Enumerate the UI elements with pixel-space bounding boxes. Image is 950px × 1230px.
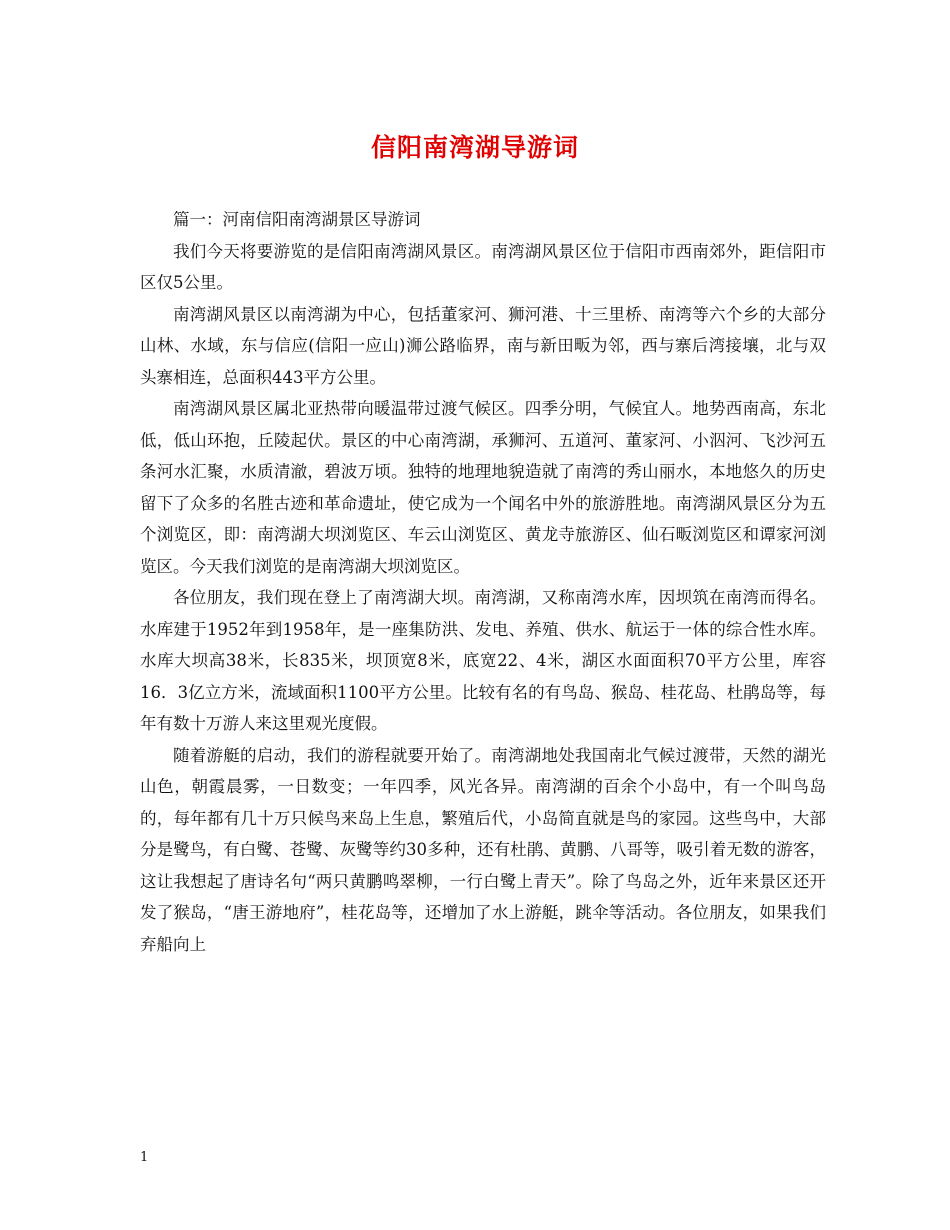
paragraph-intro: 我们今天将要游览的是信阳南湾湖风景区。南湾湖风景区位于信阳市西南郊外，距信阳市区仅5公里。 (140, 241, 826, 292)
section-label: 篇一：河南信阳南湾湖景区导游词 (173, 210, 421, 229)
document-title: 信阳南湾湖导游词 (370, 133, 579, 162)
document-body (140, 204, 826, 960)
paragraph-area: 南湾湖风景区以南湾湖为中心，包括董家河、狮河港、十三里桥、南湾等六个乡的大部分山林、水域，东与信应(信阳一应山)浉公路临界，南与新田畈为邻，西与寨后湾接壤，北与双头寨相连，总面积443平方公里。 (140, 304, 826, 387)
paragraph-islands: 随着游艇的启动，我们的游程就要开始了。南湾湖地处我国南北气候过渡带，天然的湖光山色，朝霞晨雾，一日数变；一年四季，风光各异。南湾湖的百余个小岛中，有一个叫鸟岛的，每年都有几十万只候鸟来岛上生息，繁殖后代，小岛简直就是鸟的家园。这些鸟中，大部分是鹭鸟，有白鹭、苍鹭、灰鹭等约30多种，还有杜鹃、黄鹏、八哥等，吸引着无数的游客，这让我想起了唐诗名句“两只黄鹏鸣翠柳，一行白鹭上青天”。除了鸟岛之外，近年来景区还开发了猴岛，“唐王游地府”，桂花岛等，还增加了水上游艇，跳伞等活动。各位朋友，如果我们弃船向上 (140, 745, 826, 954)
paragraph-dam: 各位朋友，我们现在登上了南湾湖大坝。南湾湖，又称南湾水库，因坝筑在南湾而得名。水库建于1952年到1958年，是一座集防洪、发电、养殖、供水、航运于一体的综合性水库。水库大坝高38米，长835米，坝顶宽8米，底宽22、4米，湖区水面面积70平方公里，库容16．3亿立方米，流域面积1100平方公里。比较有名的有鸟岛、猴岛、桂花岛、杜鹃岛等，每年有数十万游人来这里观光度假。 (140, 588, 826, 733)
page-number: 1 (140, 1150, 149, 1165)
paragraph-climate: 南湾湖风景区属北亚热带向暖温带过渡气候区。四季分明，气候宜人。地势西南高，东北低，低山环抱，丘陵起伏。景区的中心南湾湖，承狮河、五道河、董家河、小泅河、飞沙河五条河水汇聚，水质清澈，碧波万顷。独特的地理地貌造就了南湾的秀山丽水，本地悠久的历史留下了众多的名胜古迹和革命遗址，使它成为一个闻名中外的旅游胜地。南湾湖风景区分为五个浏览区，即：南湾湖大坝浏览区、车云山浏览区、黄龙寺旅游区、仙石畈浏览区和谭家河浏览区。今天我们浏览的是南湾湖大坝浏览区。 (140, 399, 826, 576)
